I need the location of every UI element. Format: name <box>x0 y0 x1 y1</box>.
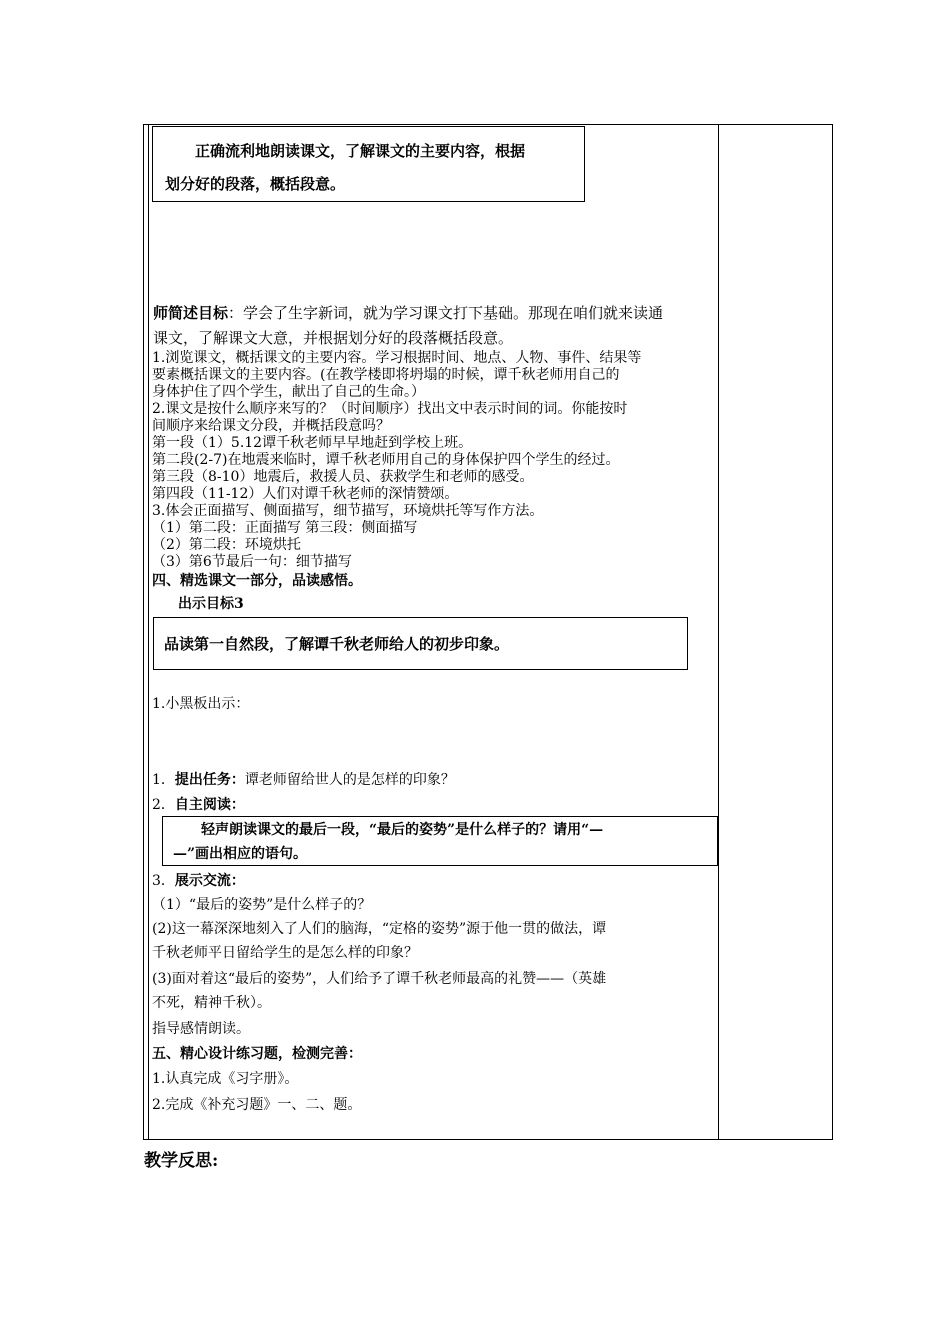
question-line: 指导感情朗读。 <box>152 1021 250 1037</box>
goal-box-3 <box>153 617 688 670</box>
goal-box-1 <box>152 126 585 202</box>
goal-box-3-text: 品读第一自然段，了解谭千秋老师给人的初步印象。 <box>164 635 510 653</box>
step-line: 2.课文是按什么顺序来写的？（时间顺序）找出文中表示时间的词。你能按时 <box>152 401 628 417</box>
step-line: 第四段（11-12）人们对谭千秋老师的深情赞颂。 <box>152 486 459 502</box>
intro-line2: 课文，了解课文大意，并根据划分好的段落概括段意。 <box>153 329 514 347</box>
blackboard-line: 1.小黑板出示： <box>152 696 250 712</box>
step-line: （2）第二段：环境烘托 <box>152 537 301 553</box>
reading-box-line2: —”画出相应的语句。 <box>173 846 308 862</box>
exchange-label: 展示交流： <box>174 873 245 889</box>
exchange-line <box>152 873 245 890</box>
show-goal-label: 出示目标3 <box>178 596 244 612</box>
step-line: 第一段（1）5.12谭千秋老师早早地赶到学校上班。 <box>152 435 473 451</box>
self-read-num: 2． <box>152 797 175 813</box>
intro-line1 <box>153 304 663 322</box>
reflection-heading: 教学反思: <box>144 1151 219 1171</box>
question-line: （1）“最后的姿势”是什么样子的？ <box>152 897 372 913</box>
step-line: 第二段(2-7)在地震来临时，谭千秋老师用自己的身体保护四个学生的经过。 <box>152 452 620 468</box>
question-line: 千秋老师平日留给学生的是怎么样的印象？ <box>152 945 418 961</box>
task-num: 1． <box>152 772 175 788</box>
exchange-num: 3． <box>152 873 175 889</box>
reading-box <box>162 816 718 866</box>
exercise-item: 2.完成《补充习题》一、二、题。 <box>152 1097 362 1113</box>
question-line: 不死，精神千秋）。 <box>152 995 271 1011</box>
step-line: 身体护住了四个学生，献出了自己的生命。） <box>152 384 425 400</box>
step-line: 间顺序来给课文分段，并概括段意吗？ <box>152 418 390 434</box>
task-text: 谭老师留给世人的是怎样的印象？ <box>244 772 455 788</box>
intro-label: 师简述目标 <box>153 304 229 322</box>
self-read-label: 自主阅读： <box>174 797 245 813</box>
table-inner-edge <box>148 124 149 1140</box>
notes-column-divider <box>718 124 719 1140</box>
goal-box-1-line2: 划分好的段落，概括段意。 <box>165 175 346 193</box>
reading-box-line1: 轻声朗读课文的最后一段，“最后的姿势”是什么样子的？请用“— <box>173 822 604 838</box>
step-line: 1.浏览课文，概括课文的主要内容。学习根据时间、地点、人物、事件、结果等 <box>152 350 642 366</box>
exercise-item: 1.认真完成《习字册》。 <box>152 1071 299 1087</box>
question-line: (3)面对着这“最后的姿势”，人们给予了谭千秋老师最高的礼赞——（英雄 <box>152 971 607 987</box>
section-4-heading: 四、精选课文一部分，品读感悟。 <box>152 573 362 589</box>
section-5-heading: 五、精心设计练习题，检测完善： <box>152 1046 362 1062</box>
step-line: 3.体会正面描写、侧面描写，细节描写，环境烘托等写作方法。 <box>152 503 544 519</box>
step-line: 第三段（8-10）地震后，救援人员、获救学生和老师的感受。 <box>152 469 534 485</box>
task-line <box>152 772 455 789</box>
step-line: （1）第二段：正面描写 第三段：侧面描写 <box>152 520 418 536</box>
step-line: （3）第6节最后一句：细节描写 <box>152 554 352 570</box>
intro-text: ：学会了生字新词，就为学习课文打下基础。那现在咱们就来读通 <box>228 304 664 322</box>
goal-box-1-line1: 正确流利地朗读课文，了解课文的主要内容，根据 <box>165 142 526 160</box>
step-line: 要素概括课文的主要内容。(在教学楼即将坍塌的时候，谭千秋老师用自己的 <box>152 367 620 383</box>
self-read-line <box>152 797 245 814</box>
question-line: (2)这一幕深深地刻入了人们的脑海，“定格的姿势”源于他一贯的做法，谭 <box>152 921 607 937</box>
task-label: 提出任务： <box>174 772 245 788</box>
